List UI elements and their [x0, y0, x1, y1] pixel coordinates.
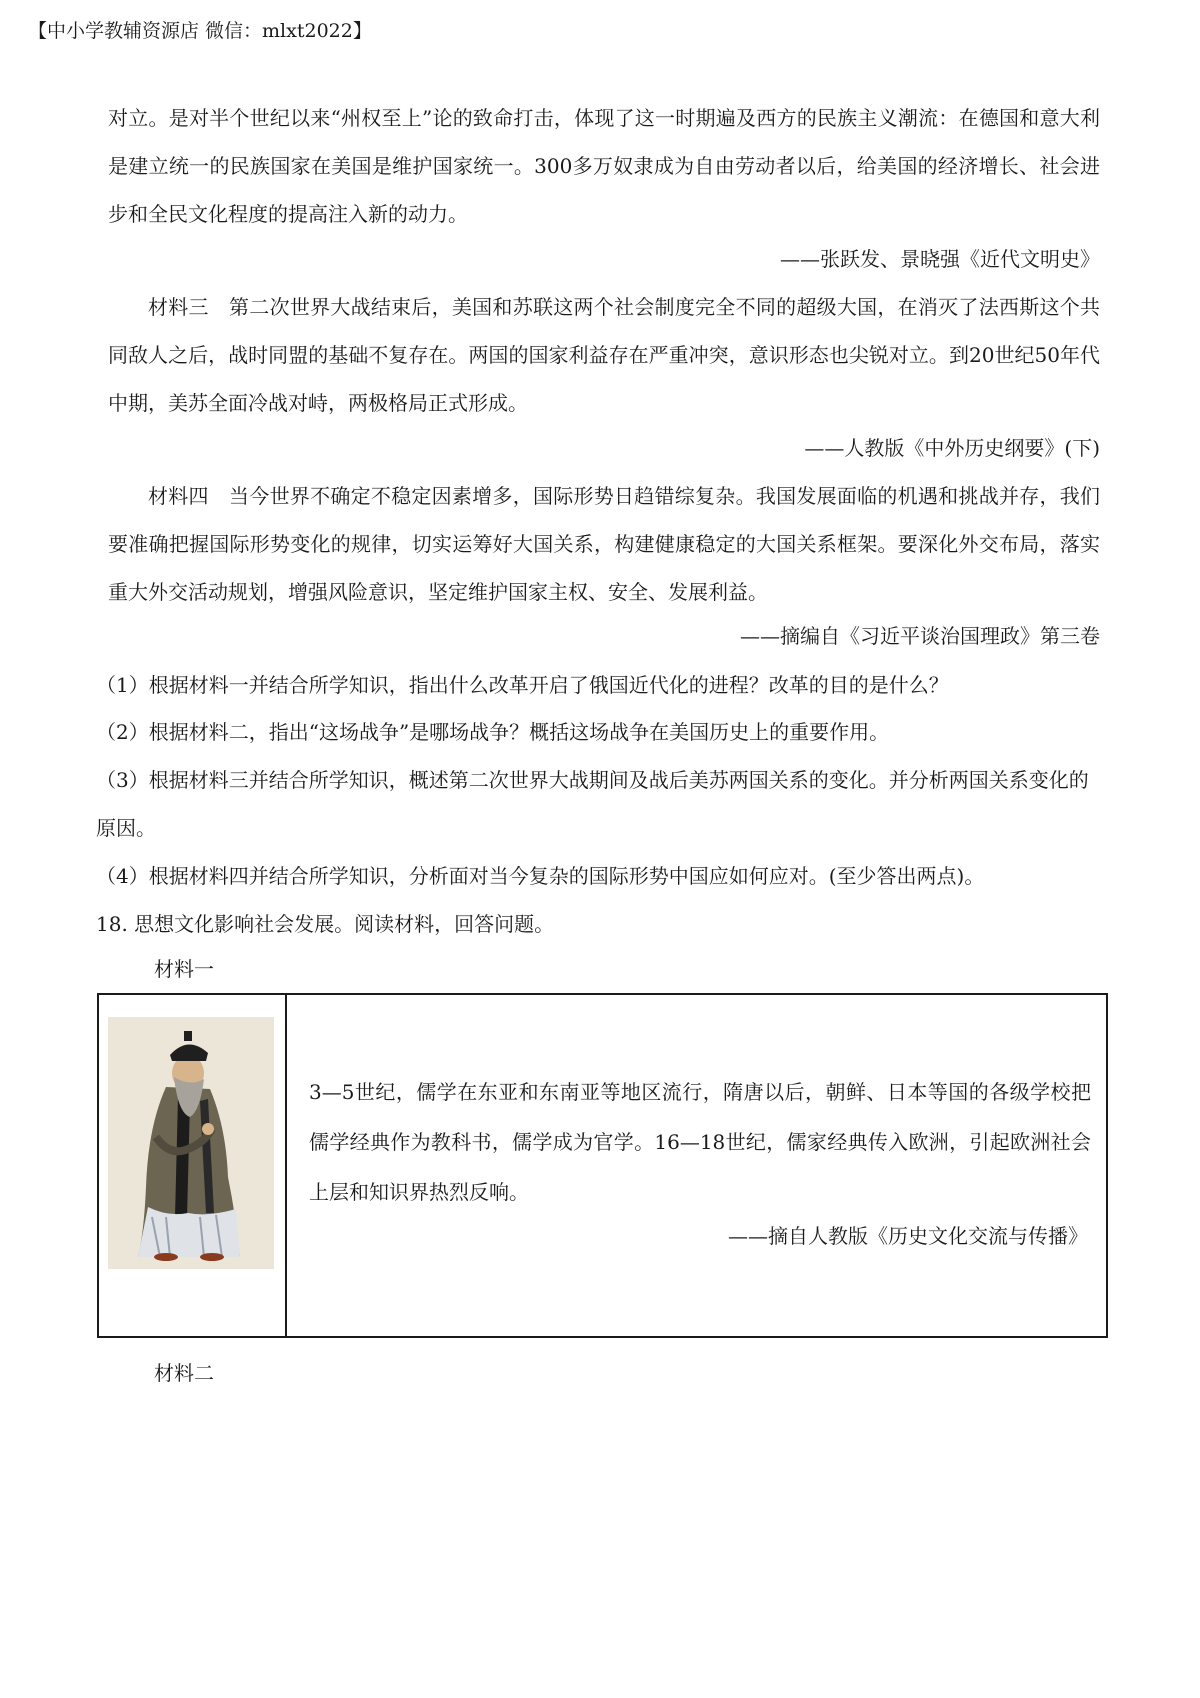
material4-source: ——摘编自《习近平谈治国理政》第三卷 [740, 624, 1100, 648]
material4-text: 材料四 当今世界不确定不稳定因素增多，国际形势日趋错综复杂。我国发展面临的机遇和挑战并存，我们要准确把握国际形势变化的规律，切实运筹好大国关系，构建健康稳定的大国关系框架。要深化外交布局，落实重大外交活动规划，增强风险意识，坚定维护国家主权、安全、发展利益。 [108, 484, 1100, 604]
material2-continued-text: 对立。是对半个世纪以来“州权至上”论的致命打击，体现了这一时期遍及西方的民族主义潮流：在德国和意大利是建立统一的民族国家在美国是维护国家统一。300多万奴隶成为自由劳动者以后，给美国的经济增长、社会进步和全民文化程度的提高注入新的动力。 [108, 106, 1100, 226]
material3-source: ——人教版《中外历史纲要》(下) [804, 436, 1100, 460]
material3-text: 材料三 第二次世界大战结束后，美国和苏联这两个社会制度完全不同的超级大国，在消灭了法西斯这个共同敌人之后，战时同盟的基础不复存在。两国的国家利益存在严重冲突，意识形态也尖锐对立。到20世纪50年代中期，美苏全面冷战对峙，两极格局正式形成。 [108, 295, 1100, 415]
question-4: （4）根据材料四并结合所学知识，分析面对当今复杂的国际形势中国应如何应对。(至少答出两点)。 [96, 864, 985, 888]
table-divider [285, 995, 287, 1336]
material1-source: ——摘自人教版《历史文化交流与传播》 [728, 1224, 1088, 1248]
question-2: （2）根据材料二，指出“这场战争”是哪场战争？概括这场战争在美国历史上的重要作用。 [96, 720, 890, 744]
question-1: （1）根据材料一并结合所学知识，指出什么改革开启了俄国近代化的进程？改革的目的是什么？ [96, 673, 949, 697]
material1-text: 3—5世纪，儒学在东亚和东南亚等地区流行，隋唐以后，朝鲜、日本等国的各级学校把儒学经典作为教科书，儒学成为官学。16—18世纪，儒家经典传入欧洲，引起欧洲社会上层和知识界热烈反响。 [309, 1080, 1091, 1204]
material1-label: 材料一 [154, 957, 214, 981]
material1-table [97, 993, 1108, 1338]
confucius-portrait [108, 1017, 274, 1269]
material2-label: 材料二 [154, 1361, 214, 1385]
question-3: （3）根据材料三并结合所学知识，概述第二次世界大战期间及战后美苏两国关系的变化。并分析两国关系变化的原因。 [96, 768, 1089, 840]
page-header: 【中小学教辅资源店 微信：mlxt2022】 [28, 20, 372, 42]
material2-source: ——张跃发、景晓强《近代文明史》 [780, 247, 1100, 271]
question-18-title: 18. 思想文化影响社会发展。阅读材料，回答问题。 [96, 912, 555, 936]
